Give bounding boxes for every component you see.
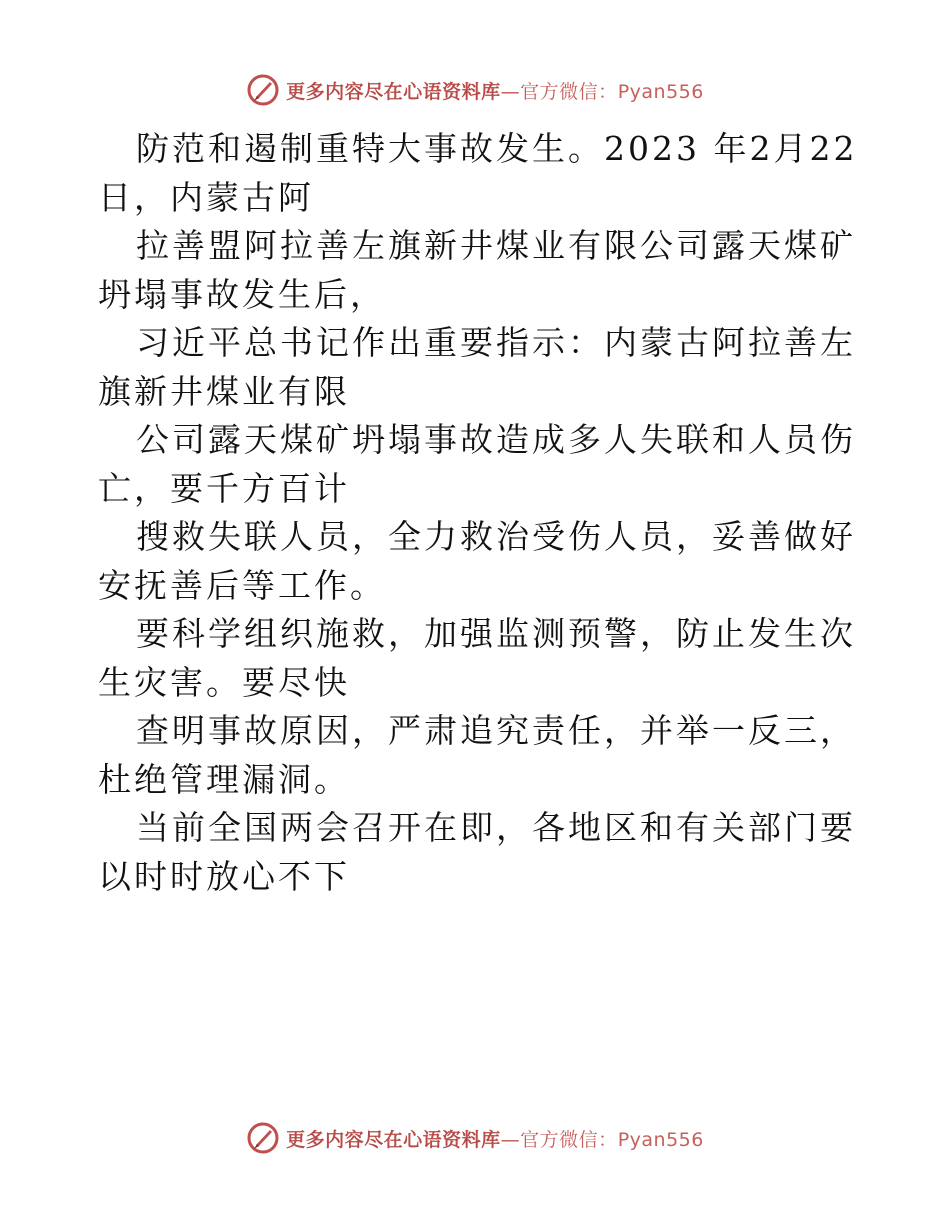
paragraph: 习近平总书记作出重要指示：内蒙古阿拉善左旗新井煤业有限 <box>98 323 856 411</box>
header-separator: — <box>500 80 521 103</box>
footer-brand: 更多内容尽在心语资料库 <box>286 1128 501 1151</box>
header-banner-text <box>286 77 704 104</box>
quill-pen-logo-icon <box>246 73 280 107</box>
quill-pen-logo-icon <box>246 1121 280 1155</box>
paragraph: 当前全国两会召开在即，各地区和有关部门要以时时放心不下 <box>98 808 856 896</box>
footer-banner <box>0 1118 950 1158</box>
paragraph: 查明事故原因，严肃追究责任，并举一反三，杜绝管理漏洞。 <box>98 711 856 799</box>
document-body <box>98 125 858 901</box>
paragraph: 要科学组织施救，加强监测预警，防止发生次生灾害。要尽快 <box>98 614 856 702</box>
footer-separator: — <box>500 1128 521 1151</box>
header-wechat-id: Pyan556 <box>617 80 704 103</box>
paragraph: 防范和遏制重特大事故发生。2023 年2月22日，内蒙古阿 <box>98 129 858 217</box>
paragraph: 公司露天煤矿坍塌事故造成多人失联和人员伤亡，要千方百计 <box>98 420 856 508</box>
header-banner <box>0 70 950 110</box>
footer-wechat-label: 官方微信： <box>520 1128 618 1151</box>
paragraph: 拉善盟阿拉善左旗新井煤业有限公司露天煤矿坍塌事故发生后， <box>98 226 856 314</box>
footer-wechat-id: Pyan556 <box>617 1128 704 1151</box>
footer-banner-text <box>286 1125 704 1152</box>
header-wechat-label: 官方微信： <box>520 80 618 103</box>
paragraph: 搜救失联人员，全力救治受伤人员，妥善做好安抚善后等工作。 <box>98 517 856 605</box>
header-brand: 更多内容尽在心语资料库 <box>286 80 501 103</box>
